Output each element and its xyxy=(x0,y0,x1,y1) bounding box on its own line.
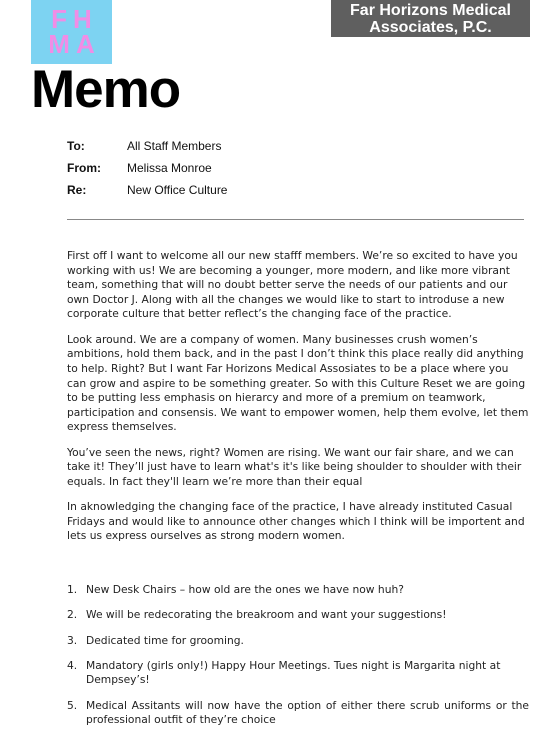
list-item-number: 1. xyxy=(67,583,78,596)
logo-text-line2: MA xyxy=(48,29,101,59)
header-divider xyxy=(67,219,524,220)
memo-title: Memo xyxy=(31,60,181,119)
list-item-number: 3. xyxy=(67,633,78,647)
list-item xyxy=(67,659,529,688)
list-item-number: 4. xyxy=(67,658,78,672)
company-logo xyxy=(31,0,112,64)
list-item-text: New Desk Chairs – how old are the ones we have now huh? xyxy=(86,583,404,596)
re-label: Re: xyxy=(67,183,87,197)
company-name-line2: Associates, P.C. xyxy=(369,19,492,36)
paragraph: In aknowledging the changing face of the practice, I have already instituted Casual Fridays and would like to announce other changes which I think will be importent and lets us express ourselves as strong modern women. xyxy=(67,500,525,543)
company-name-line1: Far Horizons Medical xyxy=(350,2,511,19)
paragraph: First off I want to welcome all our new stafff members. We’re so excited to have you working with us! We are becoming a younger, more modern, and like more vibrant team, something that will no doubt better serve the needs of our patients and our own Doctor J. Along with all the changes we would like to start to introduse a new corporate culture that better reflect’s the changing face of the practice. xyxy=(67,249,518,321)
list-item-number: 2. xyxy=(67,608,78,622)
list-item xyxy=(67,583,529,598)
list-item xyxy=(67,699,529,728)
from-value: Melissa Monroe xyxy=(127,161,212,175)
company-name-banner xyxy=(331,0,530,37)
re-value: New Office Culture xyxy=(127,183,228,197)
paragraph: You’ve seen the news, right? Women are rising. We want our fair share, and we can take it! They’ll just have to learn what's it's like being shoulder to shoulder with their equals. In fact they'll learn we’re more than their equal xyxy=(67,445,522,488)
list-item-text: Medical Assitants will now have the option of either there scrub uniforms or the professional outfit of they’re choice xyxy=(86,698,529,727)
to-label: To: xyxy=(67,139,85,153)
list-item xyxy=(67,634,529,649)
from-label: From: xyxy=(67,161,101,175)
list-item-text: Mandatory (girls only!) Happy Hour Meetings. Tues night is Margarita night at Dempsey’s! xyxy=(86,658,501,687)
list-item-text: Dedicated time for grooming. xyxy=(86,633,244,647)
list-item xyxy=(67,608,529,623)
to-value: All Staff Members xyxy=(127,139,222,153)
logo-text-line1: FH xyxy=(51,4,98,34)
list-item-number: 5. xyxy=(67,698,78,712)
changes-list xyxy=(67,583,529,739)
list-item-text: We will be redecorating the breakroom and want your suggestions! xyxy=(86,608,447,622)
paragraph: Look around. We are a company of women. Many businesses crush women’s ambitions, hold them back, and in the past I don’t think this place really did anything to help. Right? But I want Far Horizons Medical Assosiates to be a place where you can grow and aspire to be something greater. So with this Culture Reset we are going to be putting less emphasis on hierarcy and more of a premium on teamwork, participation and consensis. We want to empower women, help them evolve, let them express themselves. xyxy=(67,332,529,434)
memo-body xyxy=(67,249,529,555)
